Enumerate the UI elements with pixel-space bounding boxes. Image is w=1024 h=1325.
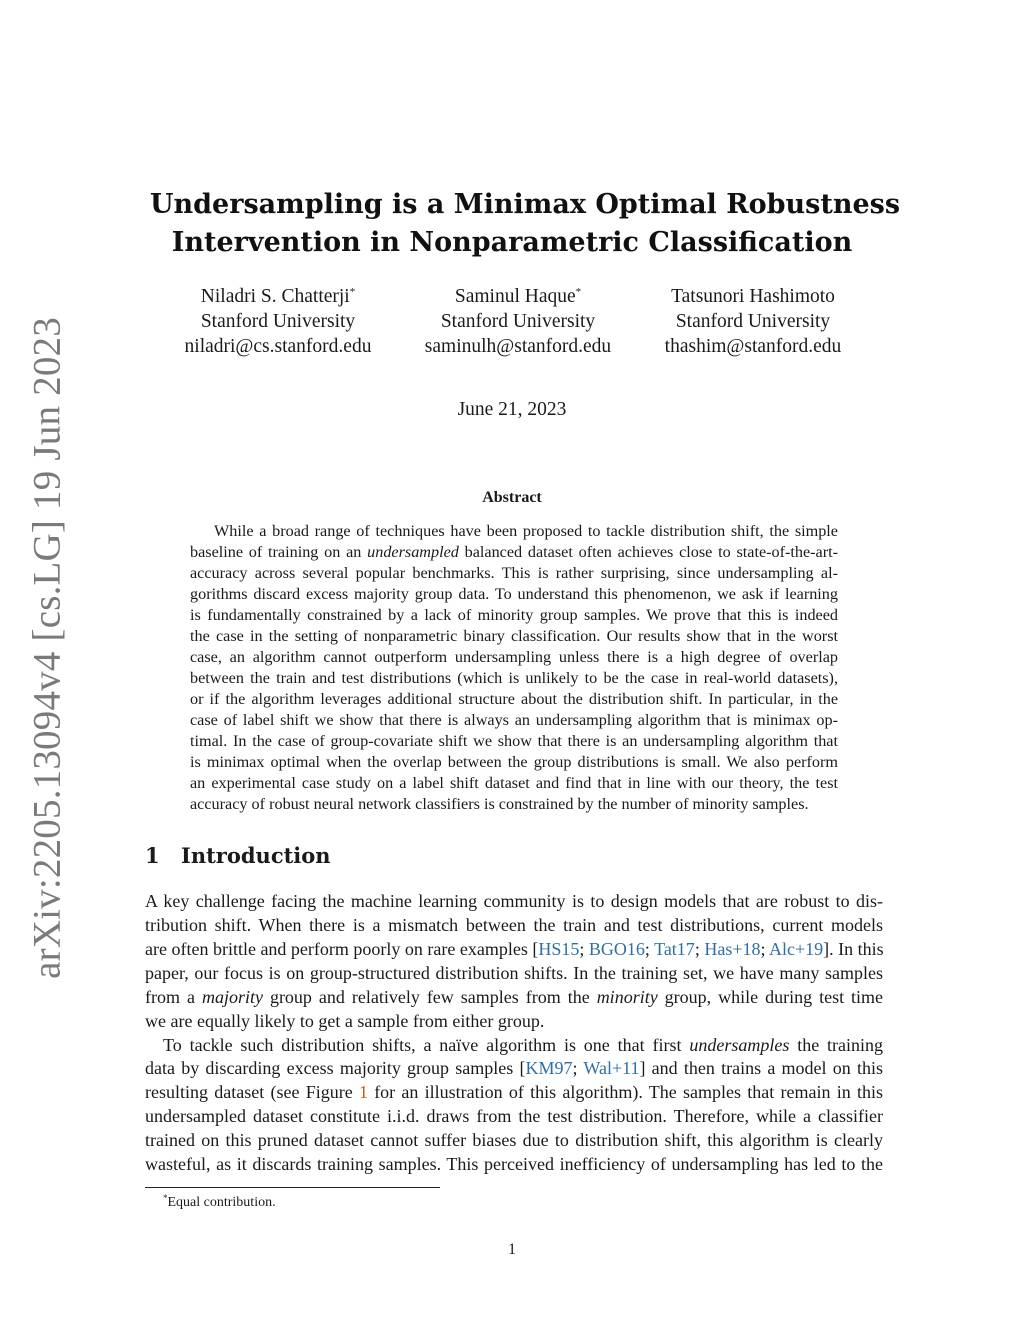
abstract-heading: Abstract [482, 489, 542, 506]
author-block [633, 284, 873, 359]
abstract-line: case of label shift we show that there is always an undersampling algorithm that is minimax op- [190, 711, 838, 729]
body-line: we are equally likely to get a sample from either group. [145, 1011, 545, 1031]
body-line: resulting dataset (see Figure 1 for an illustration of this algorithm). The samples that remain in this [145, 1082, 883, 1102]
footnote-divider [145, 1187, 440, 1188]
author-email: thashim@stanford.edu [664, 336, 842, 357]
abstract-line: While a broad range of techniques have been proposed to tackle distribution shift, the simple [214, 522, 838, 540]
footnote-mark: * [163, 1193, 168, 1203]
page-number: 1 [508, 1241, 516, 1258]
abstract-line: gorithms discard excess majority group data. To understand this phenomenon, we ask if learning [190, 585, 838, 603]
author-name: Niladri S. Chatterji [200, 286, 350, 307]
abstract-line: or if the algorithm leverages additional structure about the distribution shift. In particular, in the [190, 690, 838, 708]
body-line: from a majority group and relatively few samples from the minority group, while during test time [145, 987, 884, 1007]
emphasis: undersampled [367, 543, 459, 561]
citation-link[interactable]: Tat17 [654, 939, 695, 959]
author-email: saminulh@stanford.edu [424, 336, 612, 357]
paper-title [150, 186, 901, 262]
citation-link[interactable]: KM97 [525, 1058, 573, 1078]
body-line: To tackle such distribution shifts, a naïve algorithm is one that first undersamples the training [163, 1035, 884, 1055]
emphasis: majority [201, 987, 263, 1007]
body-line: A key challenge facing the machine learning community is to design models that are robust to dis- [145, 891, 883, 911]
abstract-line: is minimax optimal when the overlap between the group distributions is small. We also perform [190, 753, 838, 771]
figure-ref-link[interactable]: 1 [358, 1082, 368, 1102]
body-line: undersampled dataset constitute i.i.d. draws from the test distribution. Therefore, while a classifier [145, 1106, 883, 1126]
author-affiliation: Stanford University [200, 311, 356, 332]
body-line: paper, our focus is on group-structured distribution shifts. In the training set, we have many samples [145, 963, 883, 983]
emphasis: undersamples [689, 1035, 790, 1055]
author-block [158, 284, 398, 359]
citation-link[interactable]: Alc+19 [769, 939, 824, 959]
equal-contribution-mark: * [575, 286, 582, 298]
author-email: niladri@cs.stanford.edu [184, 336, 372, 357]
section-heading [145, 843, 331, 868]
citation-link[interactable]: Wal+11 [583, 1058, 640, 1078]
title-line: Undersampling is a Minimax Optimal Robustness [150, 189, 901, 220]
citation-link[interactable]: HS15 [538, 939, 580, 959]
citation-link[interactable]: Has+18 [704, 939, 761, 959]
abstract-line: the case in the setting of nonparametric binary classification. Our results show that in the worst [190, 627, 838, 645]
paper-date: June 21, 2023 [457, 399, 567, 420]
arxiv-stamp: arXiv:2205.13094v4 [cs.LG] 19 Jun 2023 [25, 317, 69, 979]
equal-contribution-mark: * [349, 286, 356, 298]
body-line: wasteful, as it discards training samples. This perceived inefficiency of undersampling has led to the [145, 1154, 883, 1174]
author-block [398, 284, 638, 359]
body-line: trained on this pruned dataset cannot suffer biases due to distribution shift, this algorithm is clearly [145, 1130, 883, 1150]
footnote-text: Equal contribution. [167, 1195, 276, 1210]
footnote [163, 1193, 276, 1211]
abstract-line: is fundamentally constrained by a lack of minority group samples. We prove that this is indeed [190, 606, 838, 624]
emphasis: minority [596, 987, 658, 1007]
body-line: tribution shift. When there is a mismatch between the train and test distributions, current models [145, 915, 883, 935]
author-name: Saminul Haque [454, 286, 576, 307]
abstract-line: an experimental case study on a label shift dataset and find that in line with our theory, the test [190, 774, 838, 792]
body-line: are often brittle and perform poorly on rare examples [HS15; BGO16; Tat17; Has+18; Alc+19]. In this [145, 939, 884, 959]
section-number: 1 [145, 843, 160, 868]
abstract-line: between the train and test distributions (which is unlikely to be the case in real-world datasets), [190, 669, 838, 687]
body-line: data by discarding excess majority group samples [KM97; Wal+11] and then trains a model on this [145, 1058, 883, 1078]
author-name: Tatsunori Hashimoto [671, 286, 835, 307]
author-affiliation: Stanford University [440, 311, 596, 332]
section-title: Introduction [181, 843, 331, 868]
abstract-line: baseline of training on an undersampled balanced dataset often achieves close to state-of-the-art- [190, 543, 839, 561]
title-line: Intervention in Nonparametric Classification [171, 227, 853, 258]
citation-link[interactable]: BGO16 [588, 939, 645, 959]
abstract-line: accuracy across several popular benchmarks. This is rather surprising, since undersampling al- [190, 564, 838, 582]
abstract-line: accuracy of robust neural network classifiers is constrained by the number of minority samples. [190, 795, 809, 813]
abstract-line: timal. In the case of group-covariate shift we show that there is an undersampling algorithm that [190, 732, 838, 750]
author-affiliation: Stanford University [675, 311, 831, 332]
abstract-line: case, an algorithm cannot outperform undersampling unless there is a high degree of overlap [190, 648, 838, 666]
